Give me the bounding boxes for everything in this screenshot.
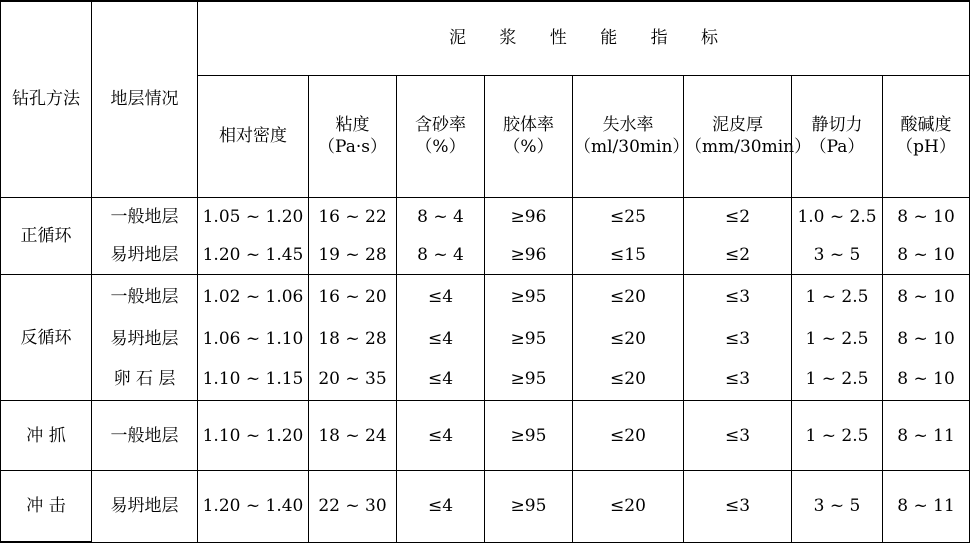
- table-row: [1, 235, 970, 274]
- table-row: [1, 401, 970, 471]
- header-ph: [883, 75, 970, 197]
- cell-ph: 8 ~ 11: [883, 471, 970, 542]
- cell-viscosity: 22 ~ 30: [309, 471, 397, 542]
- header-colloid-rate-name: 胶体率: [503, 115, 554, 136]
- cell-sand-content: ≤4: [397, 471, 485, 542]
- cell-static-shear: 1 ~ 2.5: [792, 275, 883, 320]
- cell-static-shear: 3 ~ 5: [792, 471, 883, 542]
- cell-water-loss: ≤15: [573, 235, 684, 274]
- cell-water-loss: ≤20: [573, 358, 684, 400]
- table-row: [1, 471, 970, 542]
- header-relative-density-name: 相对密度: [219, 126, 287, 147]
- header-viscosity: [309, 75, 397, 197]
- cell-colloid-rate: ≥95: [485, 401, 573, 471]
- header-colloid-rate-unit: （%）: [503, 137, 554, 158]
- cell-viscosity: 20 ~ 35: [309, 358, 397, 400]
- cell-sand-content: ≤4: [397, 401, 485, 471]
- header-sand-content: [397, 75, 485, 197]
- cell-method: 冲 抓: [1, 401, 92, 471]
- header-mud-cake: [684, 75, 812, 197]
- header-water-loss-unit: （ml/30min）: [574, 137, 690, 158]
- cell-method: 正循环: [1, 197, 92, 274]
- header-water-loss-name: 失水率: [602, 115, 654, 136]
- cell-stratum: 一般地层: [92, 275, 198, 320]
- cell-method: 冲 击: [1, 471, 92, 542]
- cell-method: 反循环: [1, 275, 92, 401]
- cell-ph: 8 ~ 10: [883, 319, 970, 358]
- cell-mud-cake: ≤2: [684, 197, 792, 235]
- cell-sand-content: ≤4: [397, 319, 485, 358]
- header-relative-density: [198, 75, 309, 197]
- cell-stratum: 一般地层: [92, 401, 198, 471]
- cell-relative-density: 1.06 ~ 1.10: [198, 319, 309, 358]
- header-sand-content-name: 含砂率: [415, 115, 466, 136]
- cell-stratum: 易坍地层: [92, 471, 198, 542]
- table-row: [1, 197, 970, 235]
- cell-ph: 8 ~ 10: [883, 275, 970, 320]
- cell-static-shear: 1 ~ 2.5: [792, 319, 883, 358]
- cell-colloid-rate: ≥95: [485, 319, 573, 358]
- cell-mud-cake: ≤2: [684, 235, 792, 274]
- header-water-loss: [573, 75, 690, 197]
- table-row: [1, 275, 970, 320]
- cell-relative-density: 1.20 ~ 1.45: [198, 235, 309, 274]
- cell-sand-content: 8 ~ 4: [397, 197, 485, 235]
- cell-static-shear: 3 ~ 5: [792, 235, 883, 274]
- table-row: [1, 358, 970, 400]
- cell-mud-cake: ≤3: [684, 471, 792, 542]
- header-mud-cake-name: 泥皮厚: [712, 115, 763, 136]
- cell-viscosity: 18 ~ 28: [309, 319, 397, 358]
- header-group-mud-properties: [198, 1, 970, 75]
- cell-ph: 8 ~ 10: [883, 235, 970, 274]
- cell-colloid-rate: ≥95: [485, 471, 573, 542]
- cell-ph: 8 ~ 10: [883, 358, 970, 400]
- cell-colloid-rate: ≥96: [485, 197, 573, 235]
- cell-mud-cake: ≤3: [684, 401, 792, 471]
- cell-static-shear: 1 ~ 2.5: [792, 401, 883, 471]
- header-viscosity-name: 粘度: [335, 115, 370, 136]
- cell-viscosity: 19 ~ 28: [309, 235, 397, 274]
- cell-water-loss: ≤20: [573, 401, 684, 471]
- cell-water-loss: ≤20: [573, 319, 684, 358]
- table-row: [1, 319, 970, 358]
- header-group-label: 泥 浆 性 能 指 标: [449, 28, 733, 49]
- cell-stratum: 易坍地层: [92, 319, 198, 358]
- cell-viscosity: 16 ~ 20: [309, 275, 397, 320]
- cell-mud-cake: ≤3: [684, 358, 792, 400]
- header-mud-cake-unit: （mm/30min）: [685, 137, 812, 158]
- cell-water-loss: ≤20: [573, 471, 684, 542]
- cell-mud-cake: ≤3: [684, 319, 792, 358]
- cell-colloid-rate: ≥96: [485, 235, 573, 274]
- cell-mud-cake: ≤3: [684, 275, 792, 320]
- cell-ph: 8 ~ 11: [883, 401, 970, 471]
- cell-relative-density: 1.10 ~ 1.15: [198, 358, 309, 400]
- header-ph-unit: （pH）: [896, 137, 956, 158]
- header-stratum: 地层情况: [92, 1, 198, 197]
- header-static-shear-name: 静切力: [811, 115, 863, 136]
- cell-stratum: 易坍地层: [92, 235, 198, 274]
- cell-relative-density: 1.05 ~ 1.20: [198, 197, 309, 235]
- cell-relative-density: 1.02 ~ 1.06: [198, 275, 309, 320]
- cell-relative-density: 1.10 ~ 1.20: [198, 401, 309, 471]
- cell-viscosity: 18 ~ 24: [309, 401, 397, 471]
- cell-stratum: 一般地层: [92, 197, 198, 235]
- cell-water-loss: ≤20: [573, 275, 684, 320]
- header-method: 钻孔方法: [1, 1, 92, 197]
- cell-water-loss: ≤25: [573, 197, 684, 235]
- cell-static-shear: 1 ~ 2.5: [792, 358, 883, 400]
- cell-stratum: 卵 石 层: [92, 358, 198, 400]
- cell-sand-content: ≤4: [397, 358, 485, 400]
- header-colloid-rate: [485, 75, 573, 197]
- cell-static-shear: 1.0 ~ 2.5: [792, 197, 883, 235]
- cell-sand-content: 8 ~ 4: [397, 235, 485, 274]
- cell-ph: 8 ~ 10: [883, 197, 970, 235]
- cell-relative-density: 1.20 ~ 1.40: [198, 471, 309, 542]
- header-viscosity-unit: （Pa·s）: [318, 137, 387, 158]
- header-sand-content-unit: （%）: [415, 137, 466, 158]
- header-static-shear-unit: （Pa）: [809, 137, 865, 158]
- cell-colloid-rate: ≥95: [485, 358, 573, 400]
- cell-colloid-rate: ≥95: [485, 275, 573, 320]
- cell-sand-content: ≤4: [397, 275, 485, 320]
- cell-viscosity: 16 ~ 22: [309, 197, 397, 235]
- header-ph-name: 酸碱度: [900, 115, 952, 136]
